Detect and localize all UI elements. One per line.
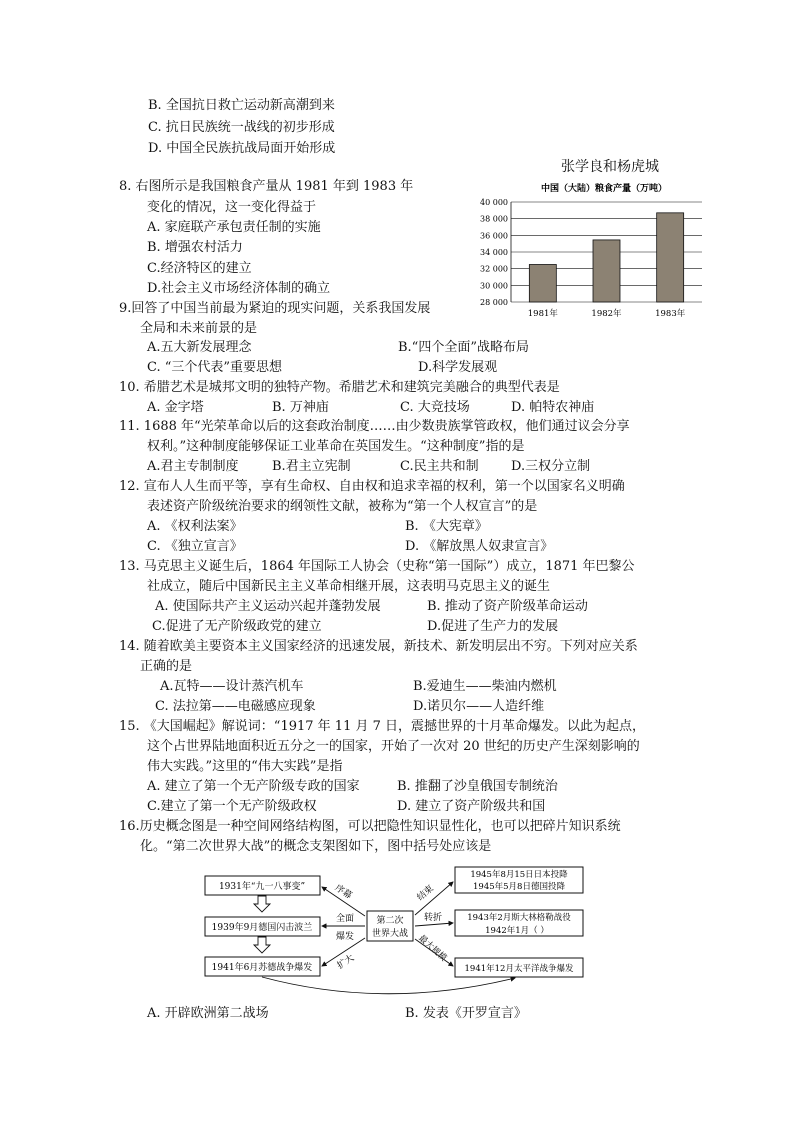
q15-stem-line2: 这个占世界陆地面积近五分之一的国家，开始了一次对 20 世纪的历史产生深刻影响的 (147, 739, 640, 754)
chart-ytick-label: 28 000 (480, 298, 508, 307)
center-label-line2: 世界大战 (371, 929, 409, 939)
chart-ytick-label: 30 000 (480, 281, 508, 291)
label-full-outbreak-1: 全面 (335, 914, 355, 924)
chart-xtick-label: 1982年 (591, 309, 622, 319)
q12-option-d: D. 《解放黑人奴隶宣言》 (405, 539, 554, 554)
q8-option-c: C.经济特区的建立 (147, 261, 252, 276)
label-full-outbreak-2: 爆发 (335, 932, 355, 942)
chart-title: 中国（大陆）粮食产量（万吨） (540, 184, 668, 194)
q9-stem-line1: 9.回答了中国当前最为紧迫的现实问题，关系我国发展 (119, 301, 431, 316)
q12-stem-line1: 12. 宣布人人生而平等，享有生命权、自由权和追求幸福的权利，第一个以国家名义明确 (119, 479, 625, 494)
box-turning-point-line2: 1942年1月（ ） (485, 926, 549, 936)
q14-stem-line2: 正确的是 (140, 659, 193, 674)
q8-option-b: B. 增强农村活力 (147, 240, 243, 255)
arc-connector (262, 977, 515, 994)
box-surrender-line1: 1945年8月15日日本投降 (470, 870, 568, 880)
label-end: 结束 (415, 883, 436, 904)
box-pacific-war-label: 1941年12月太平洋战争爆发 (464, 964, 574, 974)
label-turning-point: 转折 (423, 913, 443, 923)
center-label-line1: 第二次 (376, 916, 404, 926)
q10-option-c: C. 大竞技场 (400, 400, 470, 415)
chart-ytick-label: 38 000 (480, 214, 508, 224)
box-soviet-german-war-label: 1941年6月苏德战争爆发 (211, 963, 313, 973)
q11-stem-line2: 权利。”这种制度能够保证工业革命在英国发生。“这种制度”指的是 (147, 439, 525, 454)
q9-stem-line2: 全局和未来前景的是 (140, 321, 258, 336)
q10-option-b: B. 万神庙 (272, 400, 329, 415)
chart-ytick-label: 36 000 (480, 231, 508, 241)
chart-xtick-label: 1981年 (527, 309, 558, 319)
q15-stem-line1: 15. 《大国崛起》解说词：“1917 年 11 月 7 日，震撼世界的十月革命爆发。以此为起点， (119, 719, 646, 734)
q13-stem-line1: 13. 马克思主义诞生后，1864 年国际工人协会（史称“第一国际”）成立，1871 年巴黎公 (119, 559, 635, 574)
q13-option-a: A. 使国际共产主义运动兴起并蓬勃发展 (155, 599, 381, 614)
q15-option-c: C.建立了第一个无产阶级政权 (147, 799, 317, 814)
chart-ytick-label: 32 000 (480, 264, 508, 274)
q9-option-a: A.五大新发展理念 (147, 340, 252, 355)
chart-bar-3 (657, 213, 684, 302)
q13-option-d: D.促进了生产力的发展 (427, 619, 559, 634)
q10-option-a: A. 金字塔 (147, 400, 204, 415)
q14-stem-line1: 14. 随着欧美主要资本主义国家经济的迅速发展，新技术、新发明层出不穷。下列对应关系 (119, 639, 638, 654)
q8-stem-line2: 变化的情况，这一变化得益于 (147, 200, 317, 215)
q15-option-d: D. 建立了资产阶级共和国 (397, 799, 546, 814)
q14-option-b: B.爱迪生——柴油内燃机 (413, 679, 557, 694)
label-prelude: 序幕 (332, 883, 354, 902)
label-expand: 扩大 (335, 953, 357, 972)
q14-option-a: A.瓦特——设计蒸汽机车 (160, 679, 304, 694)
q11-option-b: B.君主立宪制 (272, 459, 351, 474)
q7-option-b: B. 全国抗日救亡运动新高潮到来 (148, 98, 335, 113)
box-invasion-poland-label: 1939年9月德国闪击波兰 (211, 923, 313, 933)
q13-stem-line2: 社成立，随后中国新民主主义革命相继开展，这表明马克思主义的诞生 (147, 579, 551, 594)
q16-stem-line2: 化。“第二次世界大战”的概念支架图如下，图中括号处应该是 (140, 839, 492, 854)
q8-option-a: A. 家庭联产承包责任制的实施 (147, 220, 321, 235)
q11-option-d: D.三权分立制 (511, 459, 591, 474)
wwii-concept-diagram (195, 860, 600, 995)
q16-option-b: B. 发表《开罗宣言》 (405, 1006, 527, 1021)
q15-option-a: A. 建立了第一个无产阶级专政的国家 (147, 779, 360, 794)
q9-option-c: C. “三个代表”重要思想 (147, 360, 283, 375)
label-max-scale: 最大规模 (416, 933, 449, 964)
down-arrow-icon (254, 896, 270, 912)
down-arrow-icon (254, 937, 270, 953)
q11-option-c: C.民主共和制 (400, 459, 479, 474)
arrow-turning-point (415, 923, 453, 926)
grain-output-bar-chart (470, 178, 720, 323)
q8-option-d: D.社会主义市场经济体制的确立 (147, 281, 331, 296)
q14-option-d: D.诺贝尔——人造纤维 (413, 699, 545, 714)
q13-option-c: C.促进了无产阶级政党的建立 (152, 619, 322, 634)
q16-option-a: A. 开辟欧洲第二战场 (147, 1006, 269, 1021)
chart-ytick-label: 34 000 (480, 248, 508, 257)
q15-option-b: B. 推翻了沙皇俄国专制统治 (397, 779, 558, 794)
q12-option-a: A. 《权利法案》 (147, 519, 243, 534)
q12-option-c: C. 《独立宣言》 (147, 539, 243, 554)
q12-option-b: B. 《大宪章》 (405, 519, 488, 534)
q11-option-a: A.君主专制制度 (147, 459, 239, 474)
q14-option-c: C. 法拉第——电磁感应现象 (155, 699, 316, 714)
q7-option-d: D. 中国全民族抗战局面开始形成 (148, 141, 336, 156)
q10-stem: 10. 希腊艺术是城邦文明的独特产物。希腊艺术和建筑完美融合的典型代表是 (119, 380, 560, 395)
chart-xtick-label: 1983年 (655, 309, 686, 319)
q8-stem-line1: 8. 右图所示是我国粮食产量从 1981 年到 1983 年 (119, 179, 414, 194)
q10-option-d: D. 帕特农神庙 (511, 400, 595, 415)
q11-stem-line1: 11. 1688 年“光荣革命以后的这套政治制度……由少数贵族掌管政权，他们通过议会分享 (119, 419, 630, 434)
box-surrender-line2: 1945年5月8日德国投降 (473, 882, 565, 892)
box-turning-point-line1: 1943年2月斯大林格勒战役 (467, 913, 571, 923)
chart-bar-1 (529, 265, 556, 303)
q9-option-b: B.“四个全面”战略布局 (398, 340, 529, 355)
q9-option-d: D.科学发展观 (418, 360, 498, 375)
chart-bar-2 (593, 240, 620, 302)
q13-option-b: B. 推动了资产阶级革命运动 (427, 599, 588, 614)
box-sept18-incident-label: 1931年“九一八事变” (218, 882, 306, 892)
q12-stem-line2: 表述资产阶级统治要求的纲领性文献，被称为“第一个人权宣言”的是 (147, 499, 538, 514)
chart-ytick-label: 40 000 (480, 198, 508, 207)
q7-option-c: C. 抗日民族统一战线的初步形成 (148, 120, 335, 135)
q16-stem-line1: 16.历史概念图是一种空间网络结构图，可以把隐性知识显性化，也可以把碎片知识系统 (119, 819, 621, 834)
photo-caption: 张学良和杨虎城 (561, 159, 659, 175)
q15-stem-line3: 伟大实践。”这里的“伟大实践”是指 (147, 759, 343, 774)
